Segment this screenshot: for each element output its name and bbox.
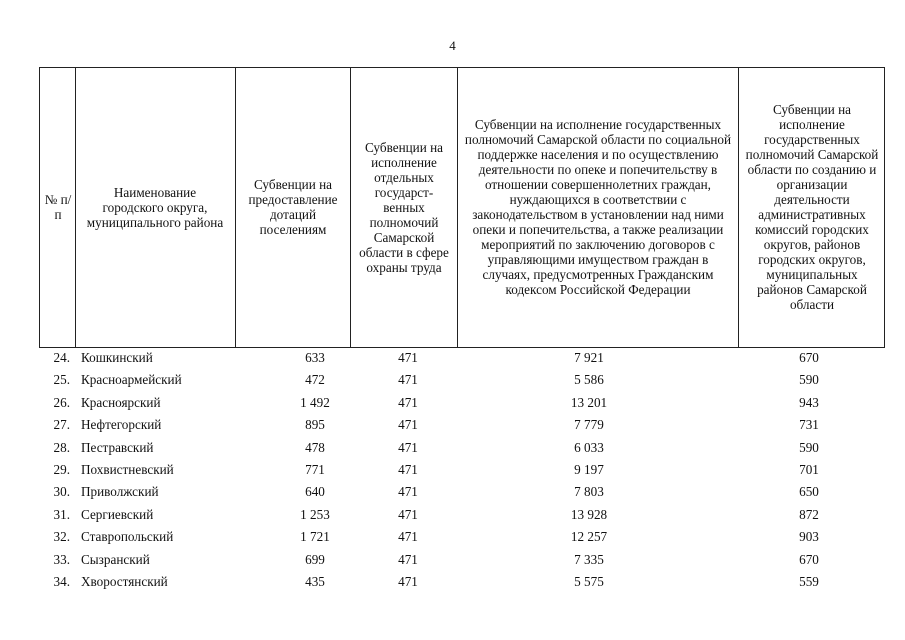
cell-admin: 670 <box>799 350 819 365</box>
cell-guardianship: 12 257 <box>570 529 608 545</box>
table-row <box>39 415 885 437</box>
district-name: Пестравский <box>81 439 154 455</box>
district-name: Ставропольский <box>81 529 174 545</box>
table-row <box>39 505 885 527</box>
district-name: Нефтегорский <box>81 417 162 433</box>
column-divider <box>350 67 351 347</box>
cell-dotations: 1 253 <box>300 506 330 522</box>
cell-admin: 731 <box>799 417 819 433</box>
header-labor: Субвенции на исполнение отдельных государст-венных полномочий Самарской области в сфере охраны труда <box>359 139 449 275</box>
table-row <box>39 482 885 504</box>
header-dotations: Субвенции на предоставление дотаций поселениям <box>248 177 338 237</box>
cell-labor: 471 <box>398 372 418 388</box>
table-body <box>39 348 885 594</box>
cell-guardianship: 7 921 <box>574 350 604 365</box>
column-divider <box>738 67 739 347</box>
cell-admin: 559 <box>799 573 819 589</box>
cell-labor: 471 <box>398 350 418 365</box>
column-divider <box>39 67 40 347</box>
cell-guardianship: 7 803 <box>574 484 604 500</box>
row-number: 26. <box>53 394 70 410</box>
cell-admin: 670 <box>799 551 819 567</box>
cell-dotations: 771 <box>305 461 325 477</box>
table-row <box>39 393 885 415</box>
row-number: 32. <box>53 529 70 545</box>
header-num: № п/п <box>44 192 72 222</box>
row-number: 34. <box>53 573 70 589</box>
cell-dotations: 435 <box>305 573 325 589</box>
cell-guardianship: 9 197 <box>574 461 604 477</box>
cell-admin: 943 <box>799 394 819 410</box>
row-number: 29. <box>53 461 70 477</box>
column-divider <box>884 67 885 347</box>
cell-dotations: 1 721 <box>300 529 330 545</box>
cell-admin: 903 <box>799 529 819 545</box>
row-number: 31. <box>53 506 70 522</box>
table-row <box>39 460 885 482</box>
cell-admin: 701 <box>799 461 819 477</box>
table-row <box>39 527 885 549</box>
cell-dotations: 1 492 <box>300 394 330 410</box>
cell-labor: 471 <box>398 484 418 500</box>
table-row <box>39 550 885 572</box>
cell-guardianship: 7 779 <box>574 417 604 433</box>
cell-guardianship: 7 335 <box>574 551 604 567</box>
cell-guardianship: 5 586 <box>574 372 604 388</box>
cell-guardianship: 6 033 <box>574 439 604 455</box>
cell-dotations: 472 <box>305 372 325 388</box>
cell-guardianship: 13 928 <box>570 506 608 522</box>
cell-guardianship: 5 575 <box>574 573 604 589</box>
district-name: Похвистневский <box>81 461 174 477</box>
cell-admin: 590 <box>799 372 819 388</box>
district-name: Красноармейский <box>81 372 182 388</box>
cell-admin: 590 <box>799 439 819 455</box>
header-admin: Субвенции на исполнение государственных полномочий Самарской области по созданию и организации деятельности административных комиссий городских округов, районов городских округов, муниципальных районов Самарской области <box>745 102 879 312</box>
row-number: 28. <box>53 439 70 455</box>
cell-dotations: 640 <box>305 484 325 500</box>
row-number: 24. <box>53 350 70 365</box>
row-number: 25. <box>53 372 70 388</box>
cell-dotations: 895 <box>305 417 325 433</box>
cell-admin: 872 <box>799 506 819 522</box>
row-number: 33. <box>53 551 70 567</box>
row-number: 30. <box>53 484 70 500</box>
cell-labor: 471 <box>398 394 418 410</box>
table-row <box>39 572 885 594</box>
cell-labor: 471 <box>398 551 418 567</box>
district-name: Хворостянский <box>81 573 168 589</box>
header-guardianship: Субвенции на исполнение государственных полномочий Самарской области по социальной поддержке населения и по осуществлению деятельности по опеке и попечительству в отношении совершеннолетних граждан, нуждающихся в соответствии с законодательством в установлении над ними опеки и попечительства, а также реализации мероприятий по заключению договоров с управляющими имуществом граждан в случаях, предусмотренных Гражданским кодексом Российской Федерации <box>464 117 732 297</box>
row-number: 27. <box>53 417 70 433</box>
district-name: Кошкинский <box>81 350 153 365</box>
cell-dotations: 478 <box>305 439 325 455</box>
cell-labor: 471 <box>398 506 418 522</box>
district-name: Сызранский <box>81 551 150 567</box>
table-row <box>39 348 885 370</box>
cell-admin: 650 <box>799 484 819 500</box>
cell-labor: 471 <box>398 439 418 455</box>
district-name: Красноярский <box>81 394 161 410</box>
cell-guardianship: 13 201 <box>570 394 608 410</box>
cell-labor: 471 <box>398 417 418 433</box>
cell-dotations: 699 <box>305 551 325 567</box>
cell-labor: 471 <box>398 461 418 477</box>
cell-labor: 471 <box>398 573 418 589</box>
table-row <box>39 370 885 392</box>
cell-dotations: 633 <box>305 350 325 365</box>
column-divider <box>457 67 458 347</box>
district-name: Сергиевский <box>81 506 154 522</box>
page-number: 4 <box>449 38 456 53</box>
cell-labor: 471 <box>398 529 418 545</box>
column-divider <box>235 67 236 347</box>
table-row <box>39 438 885 460</box>
header-name: Наименование городского округа, муниципального района <box>86 184 224 230</box>
column-divider <box>75 67 76 347</box>
district-name: Приволжский <box>81 484 159 500</box>
table-header <box>39 67 885 347</box>
